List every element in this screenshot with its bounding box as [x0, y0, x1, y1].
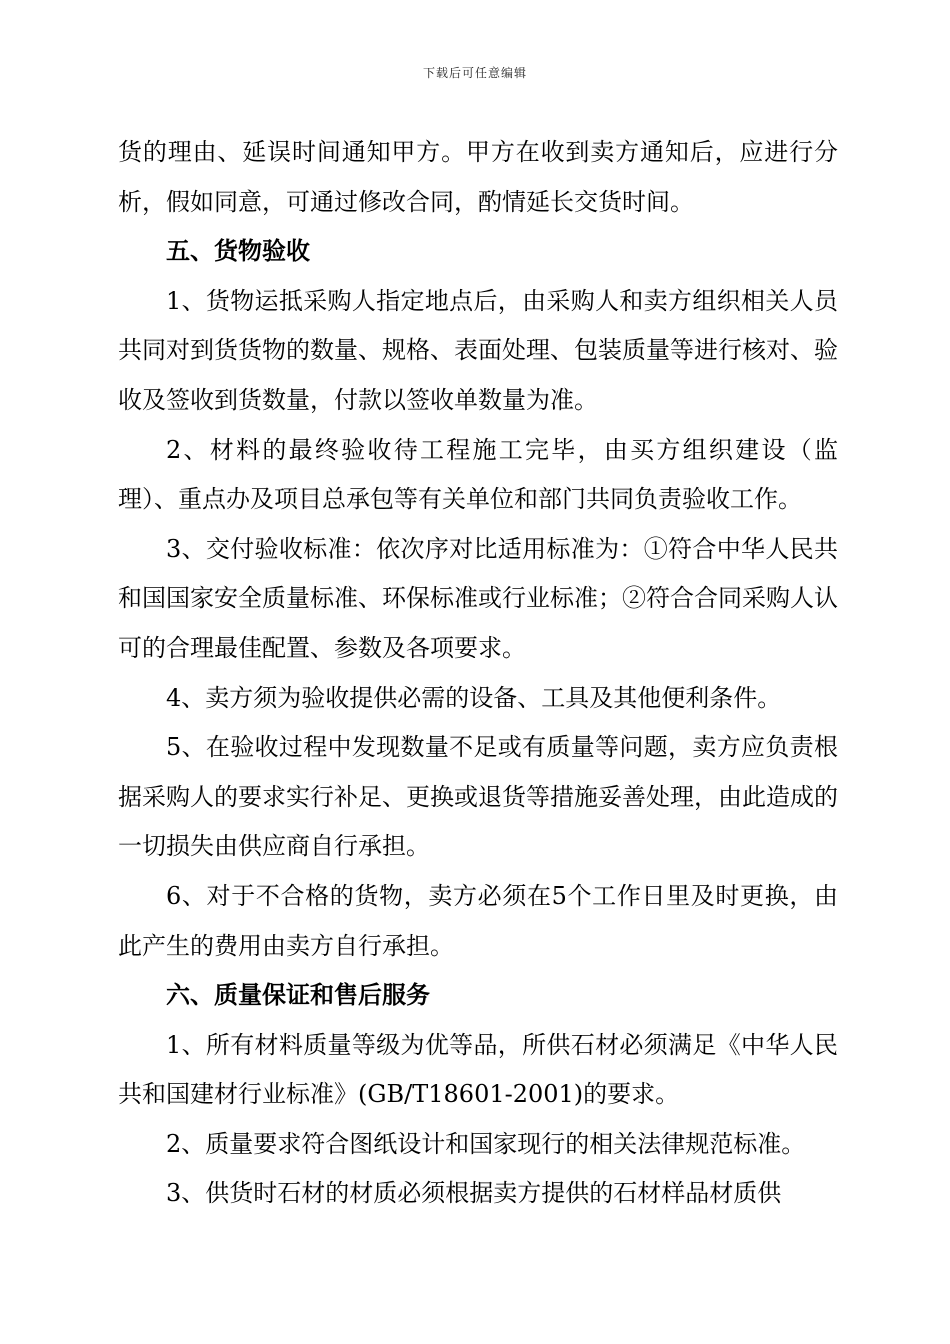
- continuation-paragraph: 货的理由、延误时间通知甲方。甲方在收到卖方通知后，应进行分析，假如同意，可通过修改合同，酌情延长交货时间。: [118, 138, 838, 216]
- clause-paragraph: 3、供货时石材的材质必须根据卖方提供的石材样品材质供: [166, 1179, 782, 1208]
- clause-paragraph: 2、质量要求符合图纸设计和国家现行的相关法律规范标准。: [166, 1129, 806, 1158]
- clause-paragraph: 1、货物运抵采购人指定地点后，由采购人和卖方组织相关人员共同对到货货物的数量、规格、表面处理、包装质量等进行核对、验收及签收到货数量，付款以签收单数量为准。: [118, 286, 838, 414]
- section-heading-goods-acceptance: 五、货物验收: [166, 237, 310, 266]
- clause-paragraph: 5、在验收过程中发现数量不足或有质量等问题，卖方应负责根据采购人的要求实行补足、更换或退货等措施妥善处理，由此造成的一切损失由供应商自行承担。: [118, 733, 838, 861]
- page-header: 下载后可任意编辑: [422, 66, 527, 80]
- section-heading-quality-service: 六、质量保证和售后服务: [166, 981, 430, 1010]
- clause-paragraph: 1、所有材料质量等级为优等品，所供石材必须满足《中华人民共和国建材行业标准》(GB/T18601-2001)的要求。: [118, 1030, 838, 1109]
- clause-paragraph: 2、材料的最终验收待工程施工完毕，由买方组织建设（监理）、重点办及项目总承包等有关单位和部门共同负责验收工作。: [118, 435, 838, 514]
- document-body: [118, 128, 838, 1219]
- clause-paragraph: 6、对于不合格的货物，卖方必须在5个工作日里及时更换，由此产生的费用由卖方自行承担。: [118, 881, 838, 960]
- clause-paragraph: 3、交付验收标准：依次序对比适用标准为：①符合中华人民共和国国家安全质量标准、环保标准或行业标准；②符合合同采购人认可的合理最佳配置、参数及各项要求。: [118, 534, 838, 662]
- clause-paragraph: 4、卖方须为验收提供必需的设备、工具及其他便利条件。: [166, 683, 782, 712]
